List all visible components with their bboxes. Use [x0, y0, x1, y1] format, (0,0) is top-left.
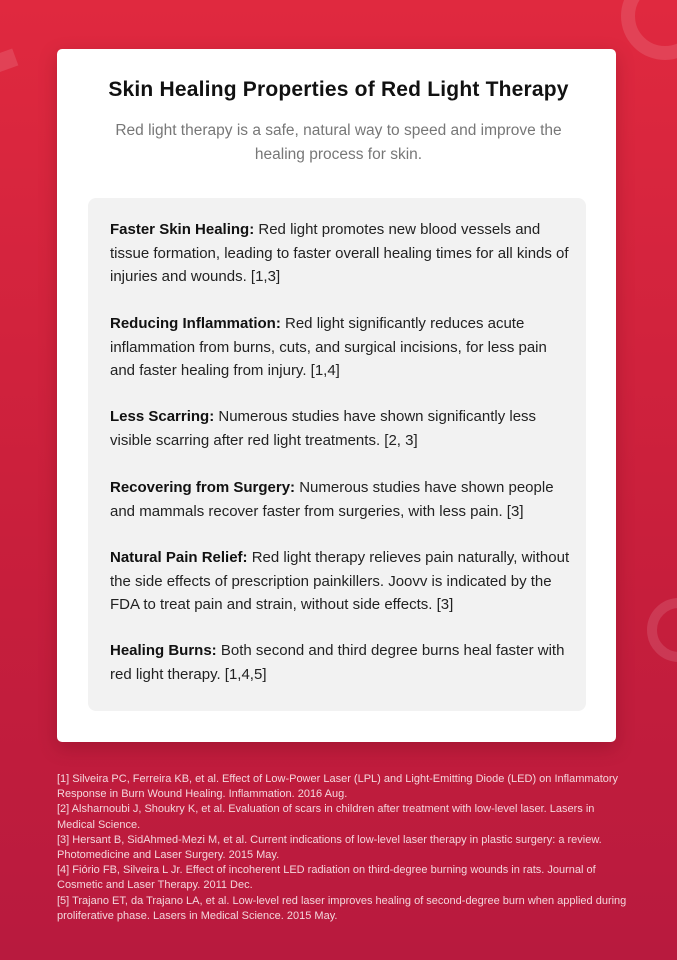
benefit-faster-skin-healing	[110, 218, 570, 289]
reference-item: [5] Trajano ET, da Trajano LA, et al. Low-level red laser improves healing of second-degree burn when applied during proliferative phase. Lasers in Medical Science. 2015 May.	[57, 894, 627, 922]
references-list	[57, 772, 627, 924]
reference-item: [3] Hersant B, SidAhmed-Mezi M, et al. Current indications of low-level laser therapy in plastic surgery: a review. Photomedicine and Laser Surgery. 2015 May.	[57, 833, 602, 862]
benefit-recovering-from-surgery	[110, 476, 570, 523]
benefit-text: Red light promotes new blood vessels and tissue formation, leading to faster overall healing times for all kinds of injuries and wounds. [1,3]	[110, 221, 569, 285]
page-title: Skin Healing Properties of Red Light Therapy	[108, 78, 569, 101]
benefit-text: Red light significantly reduces acute inflammation from burns, cuts, and surgical incisions, for less pain and faster healing from injury. [1,4]	[110, 315, 547, 379]
reference-item: [4] Fiório FB, Silveira L Jr. Effect of incoherent LED radiation on third-degree burning wounds in rats. Journal of Cosmetic and Laser Therapy. 2011 Dec.	[57, 864, 596, 892]
benefit-natural-pain-relief	[110, 546, 570, 617]
benefit-label: Reducing Inflammation:	[110, 315, 281, 332]
benefit-label: Faster Skin Healing:	[110, 221, 255, 238]
benefit-text: Both second and third degree burns heal faster with red light therapy. [1,4,5]	[110, 642, 565, 683]
decorative-ring-top	[621, 0, 677, 60]
benefit-label: Natural Pain Relief:	[110, 549, 248, 566]
page-subtitle: Red light therapy is a safe, natural way to speed and improve the healing process for skin.	[115, 122, 562, 163]
reference-item: [1] Silveira PC, Ferreira KB, et al. Effect of Low-Power Laser (LPL) and Light-Emitting Diode (LED) on Inflammatory Response in Burn Wound Healing. Inflammation. 2016 Aug.	[57, 773, 619, 801]
benefit-healing-burns	[110, 639, 570, 686]
decorative-ring-right	[647, 598, 677, 662]
benefit-text: Numerous studies have shown significantly less visible scarring after red light treatments. [2, 3]	[110, 408, 537, 449]
benefit-label: Healing Burns:	[110, 642, 217, 659]
reference-item: [2] Alsharnoubi J, Shoukry K, et al. Evaluation of scars in children after treatment with low-level laser. Lasers in Medical Science.	[57, 803, 595, 831]
benefit-label: Less Scarring:	[110, 408, 215, 425]
benefit-text: Numerous studies have shown people and mammals recover faster from surgeries, with less pain. [3]	[110, 479, 554, 520]
benefit-label: Recovering from Surgery:	[110, 479, 296, 496]
decorative-shape-left	[0, 48, 18, 73]
benefit-less-scarring	[110, 405, 570, 452]
benefit-reducing-inflammation	[110, 312, 570, 383]
benefit-text: Red light therapy relieves pain naturally, without the side effects of prescription painkillers. Joovv is indicated by the FDA to treat pain and strain, without side effects. [3]	[110, 549, 570, 613]
